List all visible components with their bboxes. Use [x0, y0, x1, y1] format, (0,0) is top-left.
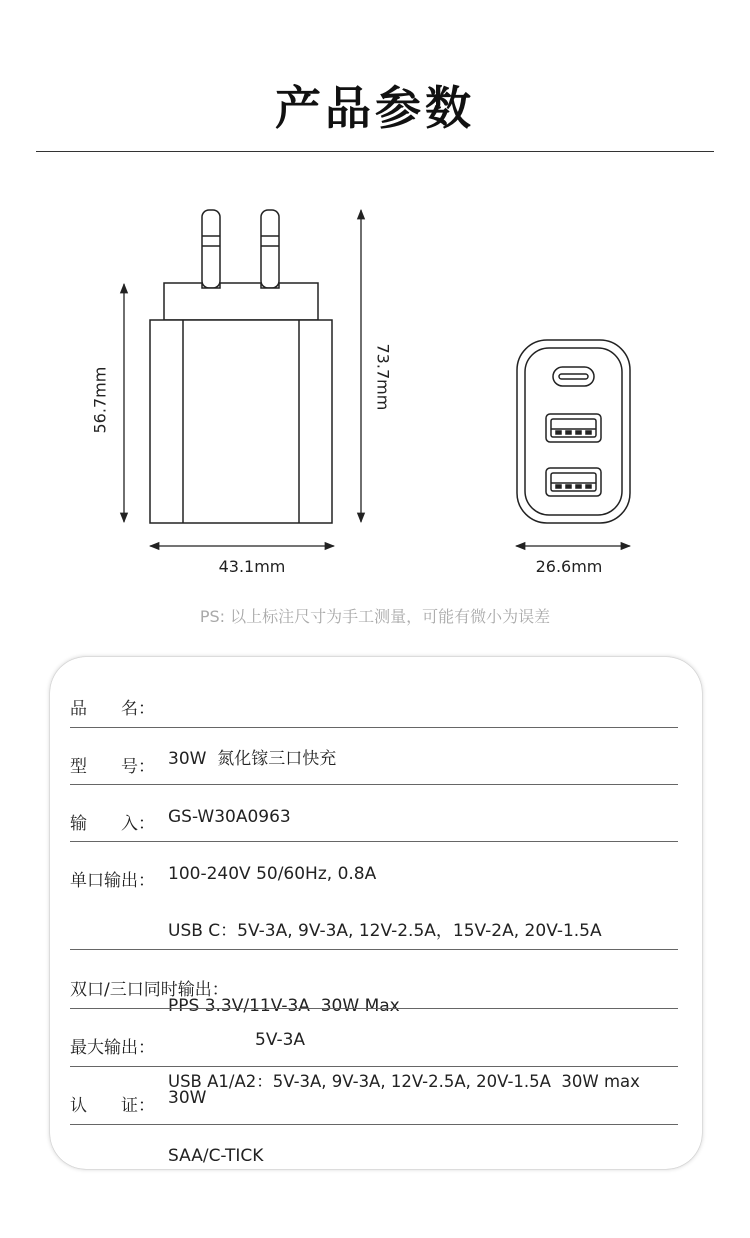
spec-value: 30W 氮化镓三口快充	[168, 749, 337, 769]
spec-value: GS-W30A0963	[168, 807, 291, 827]
measurement-note: PS: 以上标注尺寸为手工测量，可能有微小为误差	[199, 607, 551, 626]
dim-label-thickness: 26.6mm	[535, 557, 603, 576]
charger-side-icon	[150, 210, 332, 523]
spec-value: 100-240V 50/60Hz, 0.8A	[168, 864, 377, 884]
charger-ports-icon	[517, 340, 630, 523]
spec-label: 输 入：	[70, 814, 155, 834]
spec-value: 30W	[168, 1088, 207, 1108]
page-title: 产品参数	[275, 81, 475, 135]
dim-label-body-height: 56.7mm	[90, 366, 110, 434]
dim-label-width: 43.1mm	[218, 557, 286, 576]
spec-label: 单口输出：	[70, 871, 155, 891]
spec-card	[50, 657, 702, 1169]
spec-label: 最大输出：	[70, 1038, 155, 1058]
spec-value: 5V-3A	[255, 1030, 306, 1050]
spec-label: 品 名：	[70, 699, 155, 719]
spec-row-certification	[70, 1094, 678, 1166]
spec-label: 双口/三口同时输出：	[70, 980, 229, 1000]
spec-label: 型 号：	[70, 757, 155, 777]
title-divider	[36, 151, 714, 152]
spec-value: SAA/C-TICK	[168, 1146, 264, 1166]
spec-label: 认 证：	[70, 1096, 155, 1116]
spec-value: USB C：5V-3A, 9V-3A, 12V-2.5A，15V-2A, 20V-1.5A PPS 3.3V/11V-3A 30W Max USB A1/A2：5V-3A, 9V-3A, 12V-2.5A, 20V-1.5A 30W max	[168, 921, 640, 1091]
dim-label-total-height: 73.7mm	[373, 343, 393, 411]
